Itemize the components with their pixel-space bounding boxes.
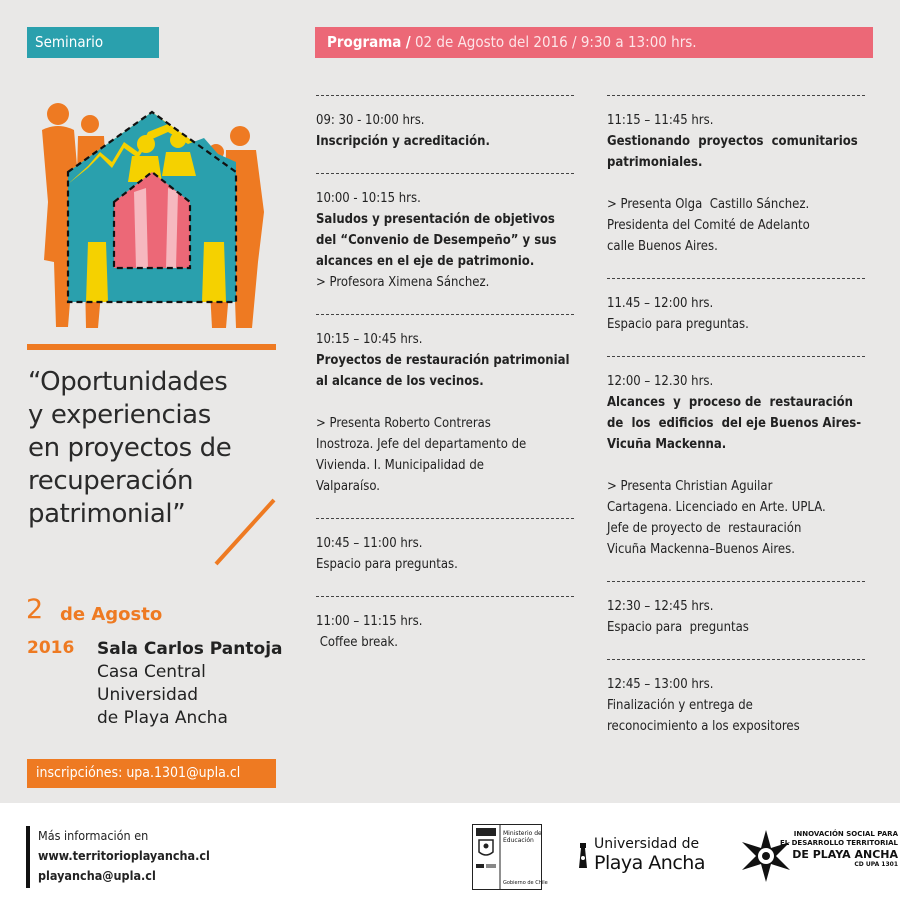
- title-line: “Oportunidades: [28, 367, 228, 397]
- footer-info-label: Más información en: [38, 828, 149, 843]
- innovacion-logo: [738, 828, 898, 888]
- title-line: patrimonial”: [28, 499, 186, 529]
- program-column-right: [607, 95, 877, 737]
- innovacion-line1: INNOVACIÓN SOCIAL PARA: [793, 830, 898, 838]
- venue-line: Casa Central: [97, 662, 206, 682]
- footer-info: [38, 826, 210, 886]
- programa-label: Programa: [327, 33, 402, 51]
- house-people-illustration: [28, 92, 278, 332]
- gobierno-label: Gobierno de Chile: [503, 880, 548, 886]
- program-note: > Presenta Christian Aguilar: [607, 479, 773, 494]
- program-title: del “Convenio de Desempeño” y sus: [316, 233, 557, 248]
- upla-line1: Universidad de: [594, 836, 700, 852]
- title-line: en proyectos de: [28, 433, 232, 463]
- program-time: 11:15 – 11:45 hrs.: [607, 113, 714, 128]
- program-title: Inscripción y acreditación.: [316, 134, 490, 149]
- program-title: alcances en el eje de patrimonio.: [316, 254, 535, 269]
- program-note: Jefe de proyecto de restauración: [607, 521, 802, 536]
- program-plain: Finalización y entrega de: [607, 698, 753, 713]
- ministerio-line2: Educación: [503, 837, 534, 844]
- event-month: de Agosto: [60, 604, 163, 625]
- dashed-separator: [316, 518, 574, 531]
- dashed-separator: [607, 356, 865, 369]
- footer-website-link[interactable]: www.territorioplayancha.cl: [38, 848, 210, 863]
- upla-line2: Playa Ancha: [594, 852, 705, 874]
- venue-name: Sala Carlos Pantoja: [97, 639, 283, 659]
- program-plain: reconocimiento a los expositores: [607, 719, 800, 734]
- program-title: patrimoniales.: [607, 155, 703, 170]
- footer-accent-bar: [26, 826, 30, 888]
- program-note: > Presenta Roberto Contreras: [316, 416, 491, 431]
- programa-slash: /: [405, 33, 411, 51]
- event-day: 2: [26, 594, 44, 625]
- inscripciones-email[interactable]: inscripciónes: upa.1301@upla.cl: [27, 759, 276, 788]
- title-line: y experiencias: [28, 400, 211, 430]
- dashed-separator: [316, 95, 574, 108]
- venue-line: de Playa Ancha: [97, 708, 228, 728]
- programa-detail: 02 de Agosto del 2016 / 9:30 a 13:00 hrs.: [414, 33, 697, 51]
- program-title: Vicuña Mackenna.: [607, 437, 727, 452]
- program-time: 10:15 – 10:45 hrs.: [316, 332, 423, 347]
- programa-header: [315, 27, 873, 58]
- program-note: > Presenta Olga Castillo Sánchez.: [607, 197, 810, 212]
- program-title: Gestionando proyectos comunitarios: [607, 134, 858, 149]
- program-title: Saludos y presentación de objetivos: [316, 212, 555, 227]
- event-year: 2016: [27, 638, 75, 658]
- venue-line: Universidad: [97, 685, 199, 705]
- dashed-separator: [607, 278, 865, 291]
- program-time: 11.45 – 12:00 hrs.: [607, 296, 714, 311]
- seminario-tag: Seminario: [27, 27, 159, 58]
- program-plain: Espacio para preguntas.: [316, 557, 458, 572]
- program-note: calle Buenos Aires.: [607, 239, 718, 254]
- program-title: al alcance de los vecinos.: [316, 374, 484, 389]
- program-title: Proyectos de restauración patrimonial: [316, 353, 570, 368]
- upla-lighthouse-icon: [574, 840, 592, 870]
- orange-slash-icon: [212, 496, 278, 568]
- program-note: > Profesora Ximena Sánchez.: [316, 275, 490, 290]
- program-note: Valparaíso.: [316, 479, 380, 494]
- dashed-separator: [316, 596, 574, 609]
- program-time: 12:45 – 13:00 hrs.: [607, 677, 714, 692]
- program-note: Vicuña Mackenna–Buenos Aires.: [607, 542, 795, 557]
- program-note: Cartagena. Licenciado en Arte. UPLA.: [607, 500, 826, 515]
- dashed-separator: [607, 581, 865, 594]
- program-time: 10:00 - 10:15 hrs.: [316, 191, 421, 206]
- program-plain: Espacio para preguntas: [607, 620, 749, 635]
- dashed-separator: [607, 95, 865, 108]
- program-time: 11:00 – 11:15 hrs.: [316, 614, 423, 629]
- program-time: 12:00 – 12.30 hrs.: [607, 374, 714, 389]
- program-plain: Coffee break.: [316, 635, 398, 650]
- program-note: Inostroza. Jefe del departamento de: [316, 437, 527, 452]
- ministerio-line1: Ministerio de: [503, 830, 542, 837]
- orange-divider: [27, 344, 276, 350]
- program-title: de los edificios del eje Buenos Aires-: [607, 416, 862, 431]
- dashed-separator: [316, 314, 574, 327]
- ministerio-logo: [472, 824, 548, 890]
- innovacion-line2: EL DESARROLLO TERRITORIAL: [779, 839, 898, 847]
- program-note: Presidenta del Comité de Adelanto: [607, 218, 810, 233]
- title-line: recuperación: [28, 466, 194, 496]
- dashed-separator: [607, 659, 865, 672]
- upla-logo: [574, 836, 704, 876]
- program-title: Alcances y proceso de restauración: [607, 395, 853, 410]
- program-column-left: [316, 95, 586, 653]
- program-time: 10:45 – 11:00 hrs.: [316, 536, 423, 551]
- program-time: 12:30 – 12:45 hrs.: [607, 599, 714, 614]
- innovacion-line3: DE PLAYA ANCHA: [792, 848, 898, 861]
- program-plain: Espacio para preguntas.: [607, 317, 749, 332]
- footer-email-link[interactable]: playancha@upla.cl: [38, 868, 156, 883]
- innovacion-line4: CD UPA 1301: [854, 861, 898, 868]
- dashed-separator: [316, 173, 574, 186]
- event-venue: [97, 638, 283, 730]
- program-time: 09: 30 - 10:00 hrs.: [316, 113, 425, 128]
- program-note: Vivienda. I. Municipalidad de: [316, 458, 484, 473]
